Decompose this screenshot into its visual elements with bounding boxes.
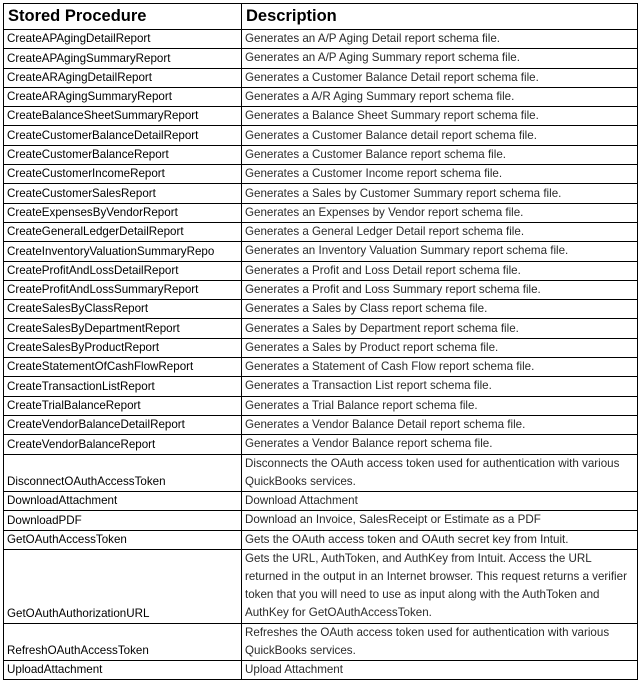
table-row bbox=[4, 338, 638, 357]
header-description: Description bbox=[242, 4, 638, 30]
procedure-description: Generates a Customer Balance detail report schema file. bbox=[242, 126, 638, 145]
table-row bbox=[4, 454, 638, 491]
table-row bbox=[4, 222, 638, 241]
procedure-description: Generates a Transaction List report schema file. bbox=[242, 377, 638, 396]
procedure-description: Generates a Sales by Customer Summary report schema file. bbox=[242, 184, 638, 203]
procedure-description: Generates a A/R Aging Summary report schema file. bbox=[242, 87, 638, 106]
procedure-description: Disconnects the OAuth access token used for authentication with various QuickBooks services. bbox=[242, 454, 638, 491]
procedure-name: DisconnectOAuthAccessToken bbox=[4, 454, 242, 491]
table-row bbox=[4, 358, 638, 377]
procedure-name: CreateCustomerBalanceDetailReport bbox=[4, 126, 242, 145]
table-row bbox=[4, 319, 638, 338]
table-row bbox=[4, 491, 638, 510]
procedure-name: CreateCustomerBalanceReport bbox=[4, 145, 242, 164]
table-row bbox=[4, 623, 638, 660]
table-header-row bbox=[4, 4, 638, 30]
table-row bbox=[4, 30, 638, 49]
procedure-description: Generates a Sales by Department report schema file. bbox=[242, 319, 638, 338]
procedure-name: CreateAPAgingDetailReport bbox=[4, 30, 242, 49]
procedure-name: GetOAuthAuthorizationURL bbox=[4, 549, 242, 623]
header-stored-procedure: Stored Procedure bbox=[4, 4, 242, 30]
procedure-name: CreateStatementOfCashFlowReport bbox=[4, 358, 242, 377]
table-row bbox=[4, 435, 638, 454]
procedure-name: CreateSalesByClassReport bbox=[4, 300, 242, 319]
procedure-description: Gets the URL, AuthToken, and AuthKey from Intuit. Access the URL returned in the output in an Internet browser. This request returns a verifier token that you will need to use as input along with the AuthToken and AuthKey for GetOAuthAccessToken. bbox=[242, 549, 638, 623]
table-row bbox=[4, 261, 638, 280]
procedure-name: CreateCustomerIncomeReport bbox=[4, 165, 242, 184]
procedure-description: Gets the OAuth access token and OAuth secret key from Intuit. bbox=[242, 530, 638, 549]
table-row bbox=[4, 377, 638, 396]
stored-procedures-table-wrapper bbox=[3, 3, 637, 680]
procedure-name: CreateSalesByProductReport bbox=[4, 338, 242, 357]
procedure-name: CreateGeneralLedgerDetailReport bbox=[4, 222, 242, 241]
procedure-description: Generates a Profit and Loss Detail report schema file. bbox=[242, 261, 638, 280]
procedure-description: Generates a Trial Balance report schema file. bbox=[242, 396, 638, 415]
procedure-name: CreateAPAgingSummaryReport bbox=[4, 49, 242, 68]
table-row bbox=[4, 68, 638, 87]
table-row bbox=[4, 396, 638, 415]
procedure-name: CreateExpensesByVendorReport bbox=[4, 203, 242, 222]
procedure-name: CreateTrialBalanceReport bbox=[4, 396, 242, 415]
procedure-description: Generates an A/P Aging Summary report schema file. bbox=[242, 49, 638, 68]
procedure-description: Generates a Customer Balance report schema file. bbox=[242, 145, 638, 164]
table-row bbox=[4, 549, 638, 623]
procedure-description: Download an Invoice, SalesReceipt or Estimate as a PDF bbox=[242, 511, 638, 530]
procedure-name: CreateVendorBalanceReport bbox=[4, 435, 242, 454]
procedure-name: CreateInventoryValuationSummaryRepo bbox=[4, 242, 242, 261]
procedure-description: Generates a Customer Balance Detail report schema file. bbox=[242, 68, 638, 87]
procedure-description: Generates a Sales by Class report schema file. bbox=[242, 300, 638, 319]
procedure-description: Generates an Expenses by Vendor report schema file. bbox=[242, 203, 638, 222]
table-row bbox=[4, 300, 638, 319]
procedure-name: DownloadAttachment bbox=[4, 491, 242, 510]
procedure-description: Download Attachment bbox=[242, 491, 638, 510]
procedure-description: Generates a Customer Income report schema file. bbox=[242, 165, 638, 184]
procedure-name: CreateCustomerSalesReport bbox=[4, 184, 242, 203]
procedure-description: Generates an Inventory Valuation Summary report schema file. bbox=[242, 242, 638, 261]
table-row bbox=[4, 165, 638, 184]
procedure-description: Upload Attachment bbox=[242, 661, 638, 680]
procedure-description: Generates an A/P Aging Detail report schema file. bbox=[242, 30, 638, 49]
table-row bbox=[4, 49, 638, 68]
procedure-description: Generates a Vendor Balance Detail report schema file. bbox=[242, 415, 638, 434]
procedure-name: CreateVendorBalanceDetailReport bbox=[4, 415, 242, 434]
procedure-description: Generates a Vendor Balance report schema file. bbox=[242, 435, 638, 454]
procedure-name: CreateARAgingDetailReport bbox=[4, 68, 242, 87]
procedure-name: CreateSalesByDepartmentReport bbox=[4, 319, 242, 338]
procedure-name: GetOAuthAccessToken bbox=[4, 530, 242, 549]
table-row bbox=[4, 280, 638, 299]
table-row bbox=[4, 145, 638, 164]
table-row bbox=[4, 203, 638, 222]
procedure-name: UploadAttachment bbox=[4, 661, 242, 680]
table-row bbox=[4, 242, 638, 261]
table-row bbox=[4, 107, 638, 126]
table-row bbox=[4, 415, 638, 434]
procedure-name: CreateARAgingSummaryReport bbox=[4, 87, 242, 106]
procedure-description: Generates a General Ledger Detail report schema file. bbox=[242, 222, 638, 241]
procedure-description: Refreshes the OAuth access token used for authentication with various QuickBooks services. bbox=[242, 623, 638, 660]
table-row bbox=[4, 184, 638, 203]
procedure-description: Generates a Profit and Loss Summary report schema file. bbox=[242, 280, 638, 299]
procedure-name: CreateProfitAndLossSummaryReport bbox=[4, 280, 242, 299]
procedure-description: Generates a Balance Sheet Summary report schema file. bbox=[242, 107, 638, 126]
procedure-name: RefreshOAuthAccessToken bbox=[4, 623, 242, 660]
procedure-name: CreateProfitAndLossDetailReport bbox=[4, 261, 242, 280]
procedure-name: DownloadPDF bbox=[4, 511, 242, 530]
table-row bbox=[4, 661, 638, 680]
procedure-description: Generates a Sales by Product report schema file. bbox=[242, 338, 638, 357]
table-row bbox=[4, 511, 638, 530]
table-row bbox=[4, 126, 638, 145]
procedure-name: CreateBalanceSheetSummaryReport bbox=[4, 107, 242, 126]
table-row bbox=[4, 87, 638, 106]
procedure-description: Generates a Statement of Cash Flow report schema file. bbox=[242, 358, 638, 377]
procedure-name: CreateTransactionListReport bbox=[4, 377, 242, 396]
stored-procedures-table bbox=[3, 3, 638, 680]
table-row bbox=[4, 530, 638, 549]
